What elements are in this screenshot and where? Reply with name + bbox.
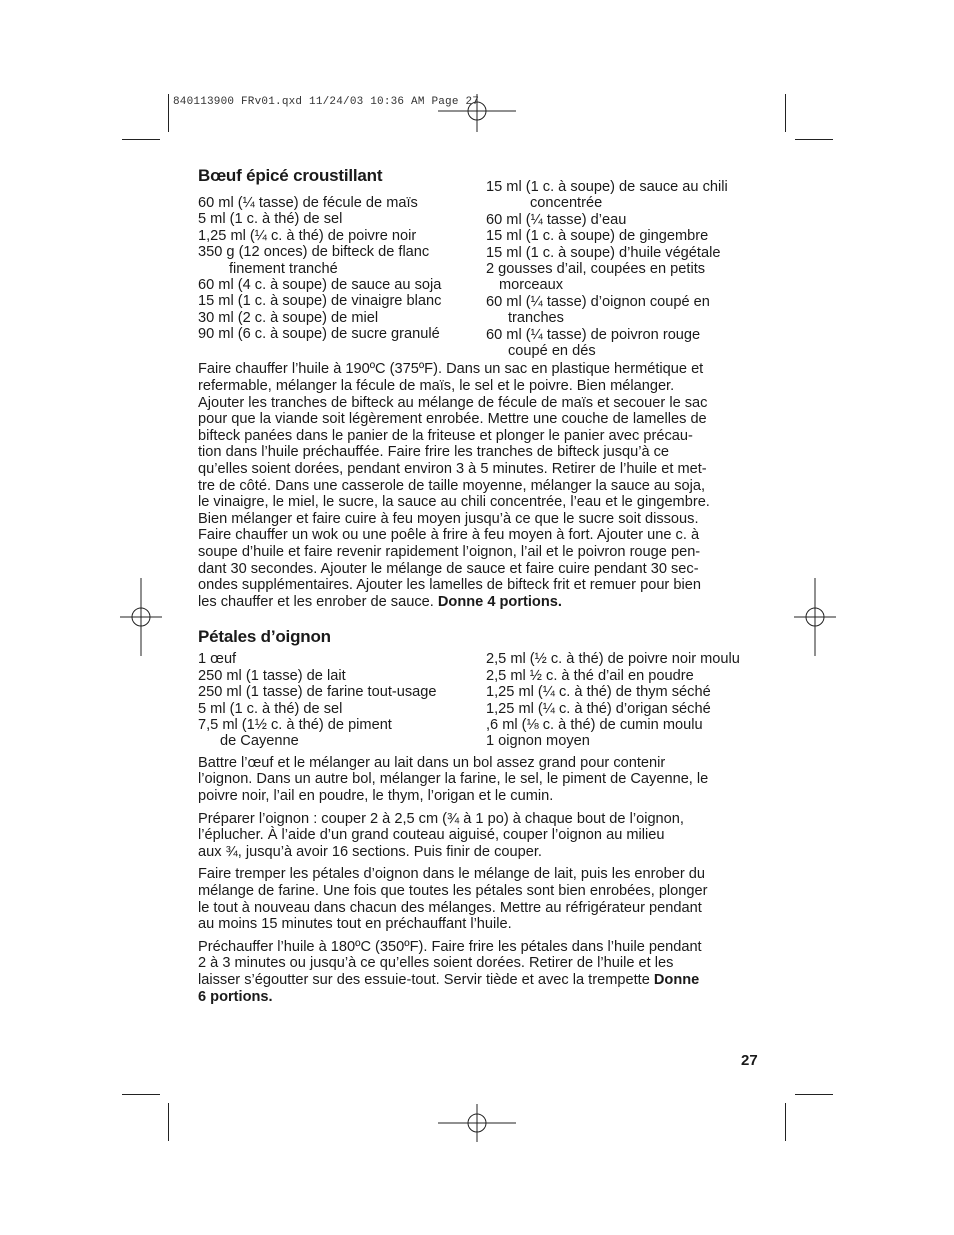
- ingredient-item: 2,5 ml ½ c. à thé d’ail en poudre: [486, 667, 694, 684]
- ingredient-item-continued: de Cayenne: [220, 733, 299, 750]
- instruction-line: aux ¾, jusqu’à avoir 16 sections. Puis finir de couper.: [198, 843, 542, 860]
- ingredients-right-column: [486, 651, 763, 749]
- ingredient-item: 1,25 ml (¼ c. à thé) d’origan séché: [486, 700, 711, 717]
- ingredient-item: 2,5 ml (½ c. à thé) de poivre noir moulu: [486, 651, 740, 668]
- instruction-line: Préparer l’oignon : couper 2 à 2,5 cm (¾ à 1 po) à chaque bout de l’oignon,: [198, 810, 684, 827]
- instruction-line: tre de côté. Dans une casserole de taille moyenne, mélanger la sauce au soja,: [198, 477, 706, 494]
- instruction-line: dant 30 secondes. Ajouter le mélange de sauce et faire cuire pendant 30 sec-: [198, 560, 699, 577]
- instruction-line: pour que la viande soit légèrement enrobée. Mettre une couche de lamelles de: [198, 411, 707, 428]
- instruction-line: l’éplucher. À l’aide d’un grand couteau aiguisé, couper l’oignon au milieu: [198, 827, 665, 844]
- ingredients-right-column: [486, 179, 763, 359]
- recipe-yield: Donne 4 portions.: [437, 593, 562, 610]
- instruction-text: les chauffer et les enrober de sauce.: [198, 593, 438, 610]
- ingredient-item-continued: finement tranché: [229, 260, 338, 277]
- instruction-line: le tout à nouveau dans chacun des mélanges. Mettre au réfrigérateur pendant: [198, 899, 702, 916]
- instruction-line: 2 à 3 minutes ou jusqu’à ce qu’elles soient dorées. Retirer de l’huile et les: [198, 955, 674, 972]
- instruction-line-yield: [198, 972, 763, 989]
- instruction-line: bifteck panées dans le panier de la friteuse et plonger le panier avec précau-: [198, 427, 693, 444]
- recipe-yield-part-1: Donne: [653, 971, 700, 988]
- ingredient-item: 7,5 ml (1½ c. à thé) de piment: [198, 717, 392, 733]
- instruction-line: Préchauffer l’huile à 180ºC (350ºF). Faire frire les pétales dans l’huile pendant: [198, 938, 702, 955]
- instruction-paragraph-1: [198, 755, 763, 805]
- ingredient-item-continued: concentrée: [530, 195, 603, 212]
- ingredients: [198, 651, 763, 749]
- recipe-yield-part-2: 6 portions.: [198, 988, 273, 1005]
- instruction-paragraph-4: [198, 939, 763, 1005]
- instruction-line: ondes supplémentaires. Ajouter les lamelles de bifteck frit et remuer pour bien: [198, 577, 701, 594]
- ingredient-item-continued: coupé en dés: [508, 343, 596, 360]
- instruction-line: mélange de farine. Une fois que toutes les pétales sont bien enrobées, plonger: [198, 882, 708, 899]
- recipe-instructions: [198, 361, 763, 610]
- instruction-line: Faire chauffer l’huile à 190ºC (375ºF). Dans un sac en plastique hermétique et: [198, 361, 704, 378]
- recipe-title: Bœuf épicé croustillant: [198, 166, 383, 185]
- page-content: [198, 166, 763, 1005]
- ingredients: [198, 179, 763, 360]
- ingredient-item: 15 ml (1 c. à soupe) de sauce au chili: [486, 179, 728, 195]
- instruction-line: au moins 15 minutes tout en préchauffant l’huile.: [198, 916, 512, 933]
- ingredient-item: 60 ml (¼ tasse) de fécule de maïs: [198, 195, 418, 211]
- ingredient-item: 30 ml (2 c. à soupe) de miel: [198, 309, 379, 326]
- crop-mark-bottom-left-v: [168, 1103, 169, 1141]
- crop-mark-bottom-right-v: [785, 1103, 786, 1141]
- ingredient-item: 5 ml (1 c. à thé) de sel: [198, 211, 343, 228]
- ingredient-item: 60 ml (¼ tasse) d’oignon coupé en: [486, 293, 710, 310]
- instruction-line: l’oignon. Dans un autre bol, mélanger la farine, le sel, le piment de Cayenne, le: [198, 771, 709, 788]
- print-slug: 840113900 FRv01.qxd 11/24/03 10:36 AM Page 27: [173, 96, 480, 108]
- ingredient-item-continued: tranches: [508, 310, 564, 327]
- ingredient-item: 5 ml (1 c. à thé) de sel: [198, 700, 343, 717]
- ingredient-item: 250 ml (1 tasse) de lait: [198, 667, 346, 684]
- instruction-line: refermable, mélanger la fécule de maïs, le sel et le poivre. Bien mélanger.: [198, 378, 675, 395]
- registration-mark-left-icon: [120, 578, 162, 656]
- ingredient-item: 1 oignon moyen: [486, 733, 590, 750]
- crop-mark-top-left-v: [168, 94, 169, 132]
- crop-mark-bottom-right-h: [795, 1094, 833, 1095]
- instruction-line-last: [198, 594, 763, 611]
- crop-mark-top-left-h: [122, 139, 160, 140]
- instruction-line: poivre noir, l’ail en poudre, le thym, l’origan et le cumin.: [198, 788, 554, 804]
- ingredients-left-column: [198, 195, 486, 359]
- instruction-line: tion dans l’huile préchauffée. Faire frire les tranches de bifteck jusqu’à ce: [198, 444, 670, 461]
- instruction-line: Faire tremper les pétales d’oignon dans le mélange de lait, puis les enrober du: [198, 866, 706, 883]
- instruction-paragraph-3: [198, 866, 763, 932]
- instruction-line: qu’elles soient dorées, pendant environ 3 à 5 minutes. Retirer de l’huile et met-: [198, 461, 707, 478]
- ingredient-item-continued: morceaux: [499, 277, 564, 294]
- instruction-line: Ajouter les tranches de bifteck au mélange de fécule de maïs et secouer le sac: [198, 394, 708, 411]
- ingredient-item: 350 g (12 onces) de bifteck de flanc: [198, 244, 430, 261]
- instruction-line: Battre l’œuf et le mélanger au lait dans un bol assez grand pour contenir: [198, 754, 666, 771]
- recipe-petales-oignon: [198, 627, 763, 1005]
- page-number: 27: [741, 1052, 758, 1069]
- instruction-line: Faire chauffer un wok ou une poêle à frire à feu moyen à fort. Ajouter une c. à: [198, 527, 700, 544]
- ingredient-item: 15 ml (1 c. à soupe) de vinaigre blanc: [198, 293, 442, 310]
- ingredient-item: ,6 ml (⅛ c. à thé) de cumin moulu: [486, 717, 703, 733]
- ingredient-item: 15 ml (1 c. à soupe) de gingembre: [486, 228, 709, 245]
- ingredient-item: 2 gousses d’ail, coupées en petits: [486, 261, 706, 278]
- recipe-boeuf: [198, 166, 763, 610]
- instruction-line: Bien mélanger et faire cuire à feu moyen jusqu’à ce que le sucre soit dissous.: [198, 510, 699, 527]
- crop-mark-top-right-h: [795, 139, 833, 140]
- ingredient-item: 1,25 ml (¼ c. à thé) de thym séché: [486, 684, 711, 701]
- crop-mark-bottom-left-h: [122, 1094, 160, 1095]
- registration-mark-bottom-icon: [438, 1104, 516, 1142]
- registration-mark-top-icon: [438, 94, 516, 132]
- ingredient-item: 15 ml (1 c. à soupe) d’huile végétale: [486, 244, 721, 261]
- instruction-line: soupe d’huile et faire revenir rapidement l’oignon, l’ail et le poivron rouge pen-: [198, 544, 701, 560]
- ingredient-item: 1 œuf: [198, 651, 237, 668]
- instruction-text: laisser s’égoutter sur des essuie-tout. Servir tiède et avec la trempette: [198, 971, 654, 988]
- ingredient-item: 90 ml (6 c. à soupe) de sucre granulé: [198, 326, 440, 343]
- crop-mark-top-right-v: [785, 94, 786, 132]
- ingredient-item: 60 ml (¼ tasse) de poivron rouge: [486, 326, 701, 343]
- ingredient-item: 250 ml (1 tasse) de farine tout-usage: [198, 684, 437, 701]
- ingredient-item: 1,25 ml (¼ c. à thé) de poivre noir: [198, 227, 417, 244]
- recipe-title: Pétales d’oignon: [198, 627, 331, 647]
- registration-mark-right-icon: [794, 578, 836, 656]
- ingredient-item: 60 ml (4 c. à soupe) de sauce au soja: [198, 277, 442, 294]
- instruction-line: le vinaigre, le miel, le sucre, la sauce au chili concentrée, l’eau et le gingembre.: [198, 494, 710, 511]
- ingredient-item: 60 ml (¼ tasse) d’eau: [486, 211, 627, 228]
- instruction-paragraph-2: [198, 811, 763, 861]
- ingredients-left-column: [198, 651, 486, 749]
